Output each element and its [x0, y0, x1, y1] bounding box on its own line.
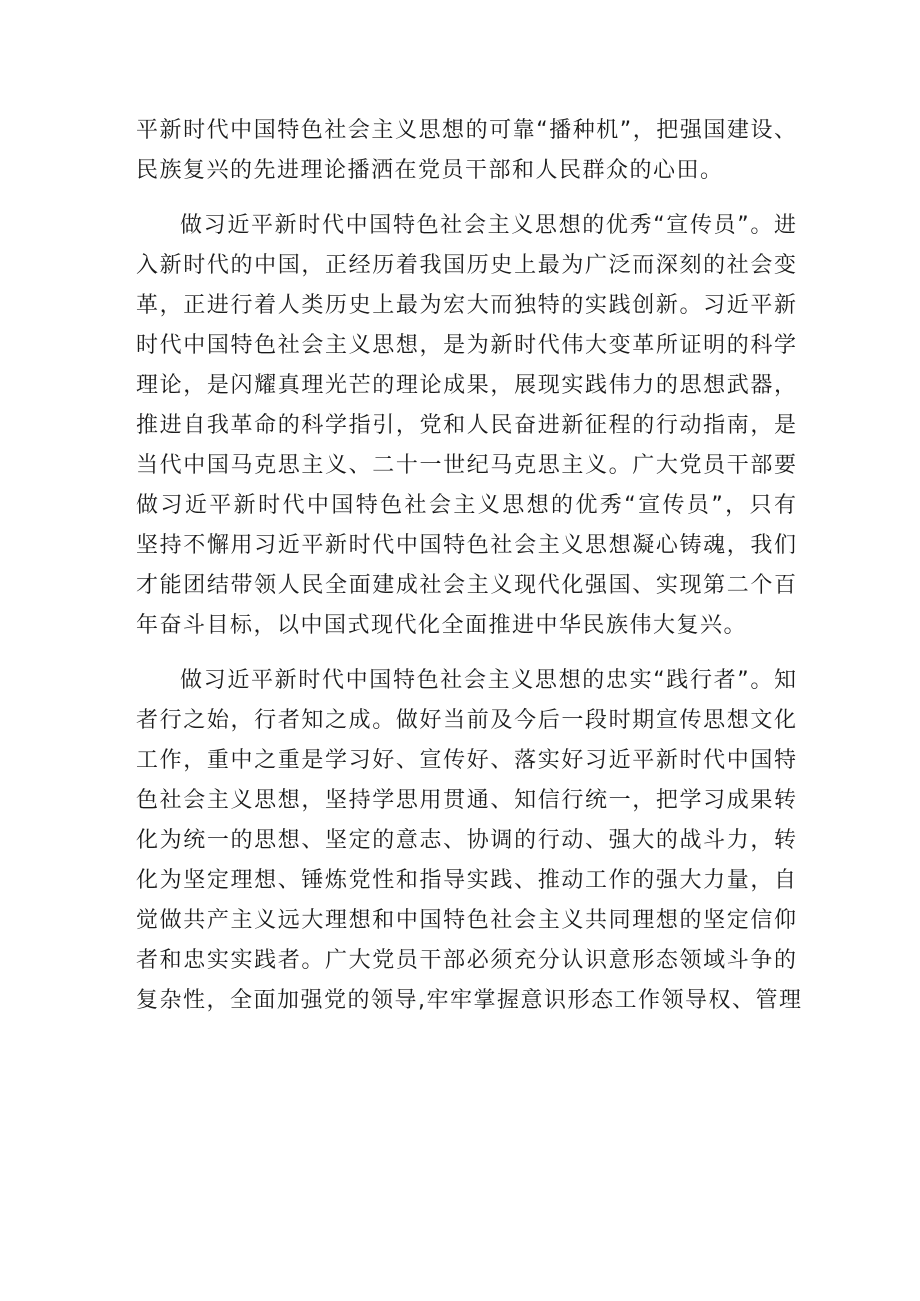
text-line: 觉做共产主义远大理想和中国特色社会主义共同理想的坚定信仰	[136, 908, 796, 933]
text-line: 做习近平新时代中国特色社会主义思想的忠实“践行者”。知	[180, 668, 796, 693]
document-body	[136, 111, 803, 1021]
text-line: 才能团结带领人民全面建成社会主义现代化强国、实现第二个百	[136, 573, 796, 598]
paragraph	[136, 206, 796, 646]
text-line: 工作，重中之重是学习好、宣传好、落实好习近平新时代中国特	[136, 748, 796, 773]
text-line: 入新时代的中国，正经历着我国历史上最为广泛而深刻的社会变	[136, 253, 796, 278]
text-line: 化为坚定理想、锤炼党性和指导实践、推动工作的强大力量，自	[136, 868, 796, 893]
text-line: 当代中国马克思主义、二十一世纪马克思主义。广大党员干部要	[136, 453, 796, 478]
text-line: 者行之始，行者知之成。做好当前及今后一段时期宣传思想文化	[136, 708, 796, 733]
text-line: 色社会主义思想，坚持学思用贯通、知信行统一，把学习成果转	[136, 788, 796, 813]
text-line: 坚持不懈用习近平新时代中国特色社会主义思想凝心铸魂，我们	[136, 533, 796, 558]
paragraph-spacer	[136, 191, 796, 206]
text-line: 理论，是闪耀真理光芒的理论成果，展现实践伟力的思想武器，	[136, 373, 796, 398]
text-line: 做习近平新时代中国特色社会主义思想的优秀“宣传员”。进	[180, 213, 796, 238]
text-line: 时代中国特色社会主义思想，是为新时代伟大变革所证明的科学	[136, 333, 796, 358]
text-line: 民族复兴的先进理论播洒在党员干部和人民群众的心田。	[136, 158, 724, 183]
text-line: 平新时代中国特色社会主义思想的可靠“播种机”，把强国建设、	[136, 118, 796, 143]
text-line: 年奋斗目标，以中国式现代化全面推进中华民族伟大复兴。	[136, 613, 748, 638]
text-line: 复杂性，全面加强党的领导,牢牢掌握意识形态工作领导权、管理	[136, 988, 803, 1013]
text-line: 化为统一的思想、坚定的意志、协调的行动、强大的战斗力，转	[136, 828, 796, 853]
paragraph	[136, 111, 796, 191]
text-line: 者和忠实实践者。广大党员干部必须充分认识意形态领域斗争的	[136, 948, 796, 973]
text-line: 革，正进行着人类历史上最为宏大而独特的实践创新。习近平新	[136, 293, 796, 318]
text-line: 做习近平新时代中国特色社会主义思想的优秀“宣传员”，只有	[136, 493, 796, 518]
paragraph	[136, 661, 803, 1021]
text-line: 推进自我革命的科学指引，党和人民奋进新征程的行动指南，是	[136, 413, 796, 438]
paragraph-spacer	[136, 646, 796, 661]
